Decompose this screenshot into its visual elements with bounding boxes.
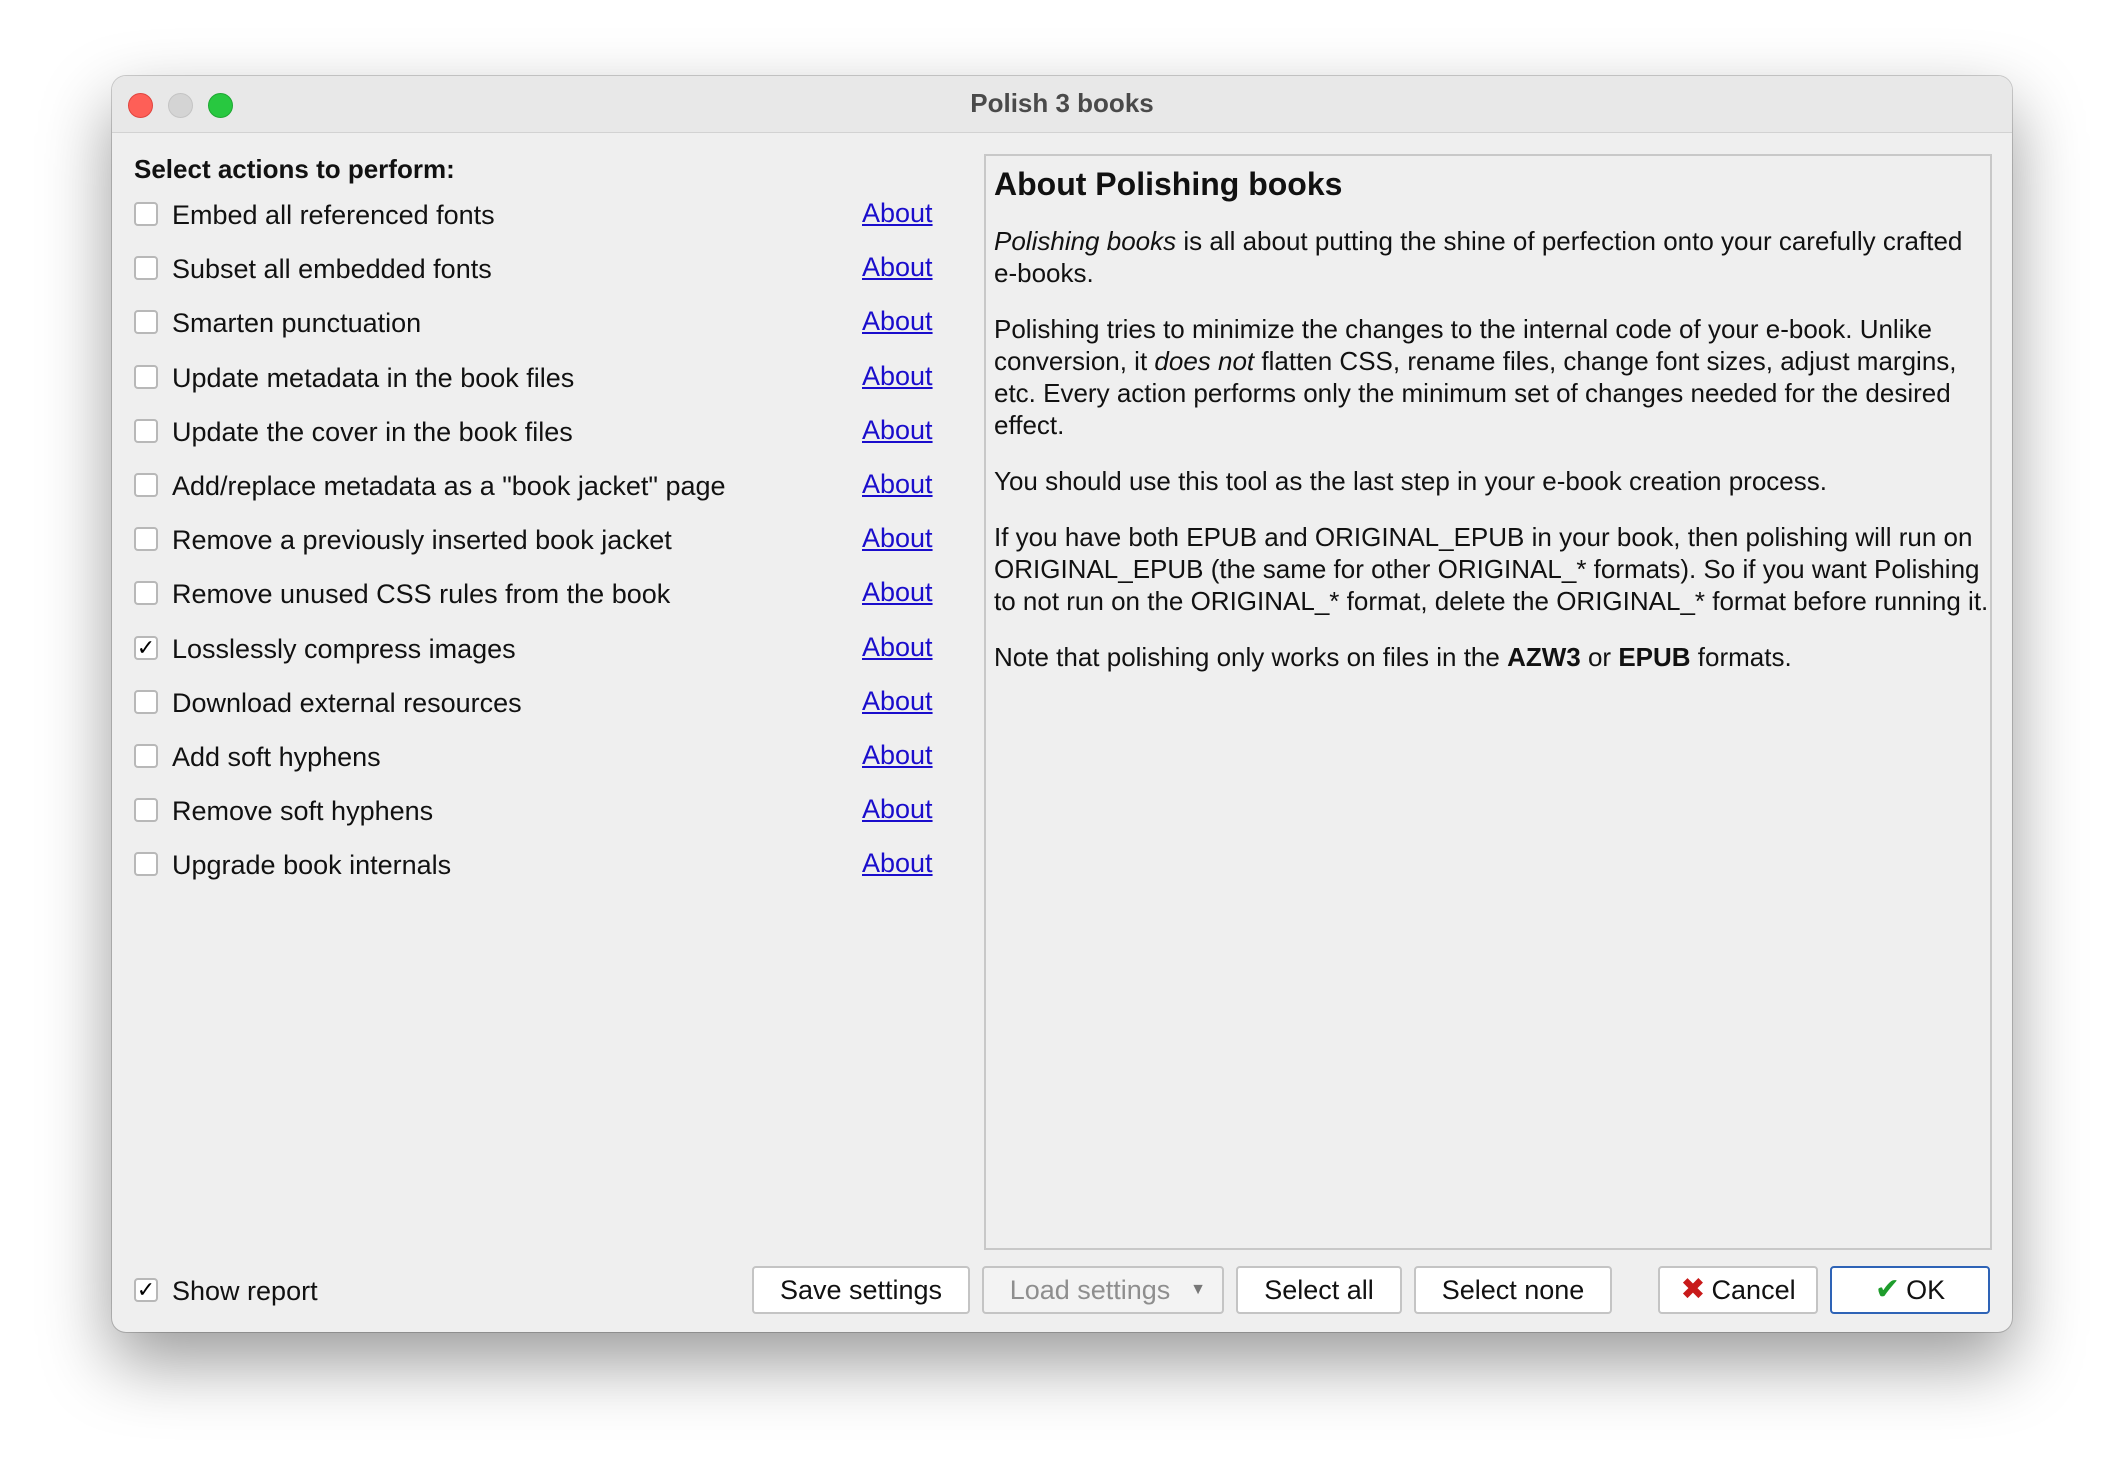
action-checkbox[interactable] — [134, 419, 158, 443]
about-link[interactable]: About — [862, 577, 933, 608]
dropdown-caret-icon: ▼ — [1190, 1281, 1206, 1298]
action-row[interactable] — [134, 304, 954, 344]
button-bar — [112, 1266, 2012, 1322]
action-row[interactable] — [134, 738, 954, 778]
action-row[interactable] — [134, 413, 954, 453]
cancel-x-icon: ✖ — [1680, 1273, 1706, 1306]
action-row[interactable] — [134, 521, 954, 561]
help-title: About Polishing books — [994, 166, 1343, 202]
action-label: Subset all embedded fonts — [172, 254, 492, 285]
actions-heading: Select actions to perform: — [134, 154, 455, 184]
about-link[interactable]: About — [862, 740, 933, 770]
polish-books-dialog — [112, 76, 2012, 1332]
action-checkbox[interactable] — [134, 690, 158, 714]
action-label: Upgrade book internals — [172, 850, 452, 881]
about-link[interactable]: About — [862, 848, 933, 879]
action-row[interactable] — [134, 359, 954, 399]
action-label: Add soft hyphens — [172, 742, 381, 772]
action-row[interactable] — [134, 684, 954, 724]
action-checkbox[interactable] — [134, 202, 158, 226]
action-checkbox[interactable] — [134, 798, 158, 822]
select-none-button[interactable]: Select none — [1414, 1266, 1612, 1314]
action-label: Remove a previously inserted book jacket — [172, 525, 672, 556]
ok-label: OK — [1906, 1275, 1946, 1305]
action-label: Remove unused CSS rules from the book — [172, 579, 671, 610]
cancel-button[interactable] — [1658, 1266, 1818, 1314]
help-panel — [984, 154, 1992, 1250]
ok-button[interactable] — [1830, 1266, 1990, 1314]
action-checkbox[interactable]: ✓ — [134, 636, 158, 660]
title-bar — [112, 76, 2012, 133]
about-link[interactable]: About — [862, 469, 933, 499]
about-link[interactable]: About — [862, 198, 933, 228]
action-checkbox[interactable] — [134, 256, 158, 280]
action-row[interactable] — [134, 792, 954, 832]
action-checkbox[interactable] — [134, 527, 158, 551]
action-label: Losslessly compress images — [172, 633, 516, 664]
show-report-check-box[interactable]: ✓ — [134, 1278, 158, 1302]
help-paragraph-4: If you have both EPUB and ORIGINAL_EPUB in your book, then polishing will run on ORIGINAL_EPUB (the same for other ORIGINAL_* formats). So if you want Polishing to not run on the ORIGINAL_* format, delete the ORIGINAL_* format before running it. — [994, 522, 1989, 616]
about-link[interactable]: About — [862, 252, 933, 283]
action-label: Remove soft hyphens — [172, 796, 434, 827]
window-title: Polish 3 books — [970, 88, 1154, 118]
action-row[interactable] — [134, 630, 954, 670]
show-report-label: Show report — [172, 1276, 318, 1306]
action-row[interactable] — [134, 196, 954, 236]
action-checkbox[interactable] — [134, 744, 158, 768]
about-link[interactable]: About — [862, 523, 933, 554]
action-checkbox[interactable] — [134, 852, 158, 876]
about-link[interactable]: About — [862, 414, 933, 445]
action-row[interactable] — [134, 575, 954, 615]
action-label: Update metadata in the book files — [172, 362, 575, 393]
about-link[interactable]: About — [862, 360, 933, 391]
action-row[interactable] — [134, 250, 954, 290]
about-link[interactable]: About — [862, 794, 933, 825]
select-all-button[interactable]: Select all — [1236, 1266, 1402, 1314]
action-label: Update the cover in the book files — [172, 416, 573, 447]
ok-check-icon: ✔ — [1874, 1273, 1901, 1306]
action-label: Embed all referenced fonts — [172, 200, 495, 230]
load-settings-label: Load settings — [1009, 1275, 1171, 1305]
action-checkbox[interactable] — [134, 310, 158, 334]
action-label: Download external resources — [172, 687, 522, 718]
help-paragraph-3: You should use this tool as the last step in your e-book creation process. — [994, 466, 1827, 496]
action-checkbox[interactable] — [134, 473, 158, 497]
action-row[interactable] — [134, 467, 954, 507]
help-paragraph-2: Polishing tries to minimize the changes to the internal code of your e-book. Unlike conversion, it does not flatten CSS, rename files, change font sizes, adjust margins, etc. Every action performs only the minimum set of changes needed for the desired effect. — [994, 314, 1957, 440]
help-paragraph-5: Note that polishing only works on files in the AZW3 or EPUB formats. — [994, 642, 1792, 672]
action-checkbox[interactable] — [134, 581, 158, 605]
help-paragraph-1: Polishing books is all about putting the shine of perfection onto your carefully crafted e-books. — [994, 226, 1963, 288]
action-label: Add/replace metadata as a "book jacket" page — [172, 471, 726, 501]
save-settings-button[interactable]: Save settings — [752, 1266, 970, 1314]
action-row[interactable] — [134, 846, 954, 886]
about-link[interactable]: About — [862, 685, 933, 716]
load-settings-button[interactable] — [982, 1266, 1224, 1314]
about-link[interactable]: About — [862, 631, 933, 662]
about-link[interactable]: About — [862, 306, 933, 337]
action-label: Smarten punctuation — [172, 308, 422, 339]
cancel-label: Cancel — [1711, 1275, 1796, 1305]
action-checkbox[interactable] — [134, 365, 158, 389]
